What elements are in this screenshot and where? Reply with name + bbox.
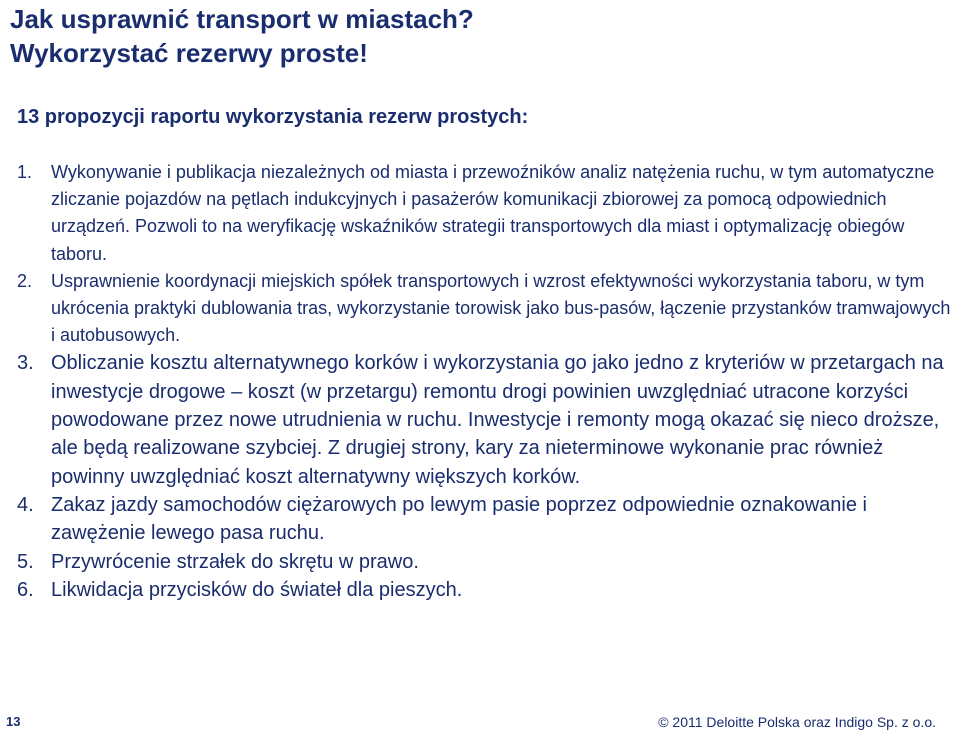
list-item [17, 548, 957, 576]
list-item-text: Obliczanie kosztu alternatywnego korków i wykorzystania go jako jedno z kryteriów w przetargach na inwestycje drogowe – koszt (w przetargu) remontu drogi powinien uwzględniać utracone korzyści powodowane przez nowe utrudnienia w ruchu. Inwestycje i remonty mogą okazać się nieco droższe, ale będą realizowane szybciej. Z drugiej strony, kary za nieterminowe wykonanie prac również powinny uwzględniać koszt alternatywny większych korków. [51, 352, 944, 488]
list-item-text: Zakaz jazdy samochodów ciężarowych po lewym pasie poprzez odpowiednie oznakowanie i zawężenie lewego pasa ruchu. [51, 493, 867, 545]
slide-title-line-1: Jak usprawnić transport w miastach? [10, 4, 474, 34]
proposal-list [17, 159, 957, 604]
list-item [17, 491, 957, 548]
list-item-number: 2. [17, 270, 33, 291]
list-item [17, 576, 957, 604]
list-item-text: Przywrócenie strzałek do skrętu w prawo. [51, 550, 419, 573]
list-item-text: Usprawnienie koordynacji miejskich spółek transportowych i wzrost efektywności wykorzystania taboru, w tym ukrócenia praktyki dublowania tras, wykorzystanie torowisk jako bus-pasów, łączenie przystanków tramwajowych i autobusowych. [51, 270, 951, 346]
list-item-number: 1. [17, 162, 33, 182]
list-item-text: Wykonywanie i publikacja niezależnych od miasta i przewoźników analiz natężenia ruchu, w tym automatyczne zliczanie pojazdów na pętlach indukcyjnych i pasażerów komunikacji zbiorowej za pomocą odpowiednich urządzeń. Pozwoli to na weryfikację wskaźników strategii transportowych dla miast i optymalizację obiegów taboru. [51, 162, 935, 264]
page-number: 13 [6, 714, 21, 729]
list-item [17, 159, 957, 268]
list-item-number: 4. [17, 493, 34, 516]
list-item [17, 268, 957, 350]
list-item-number: 6. [17, 578, 34, 601]
slide-title [10, 2, 940, 70]
copyright-notice: © 2011 Deloitte Polska oraz Indigo Sp. z o.o. [658, 714, 936, 730]
list-item-number: 5. [17, 550, 34, 573]
slide-subtitle: 13 propozycji raportu wykorzystania rezerw prostych: [17, 106, 529, 128]
slide-title-line-2: Wykorzystać rezerwy proste! [10, 38, 368, 68]
list-item [17, 349, 957, 490]
list-item-text: Likwidacja przycisków do świateł dla pieszych. [51, 578, 463, 601]
list-item-number: 3. [17, 352, 34, 375]
